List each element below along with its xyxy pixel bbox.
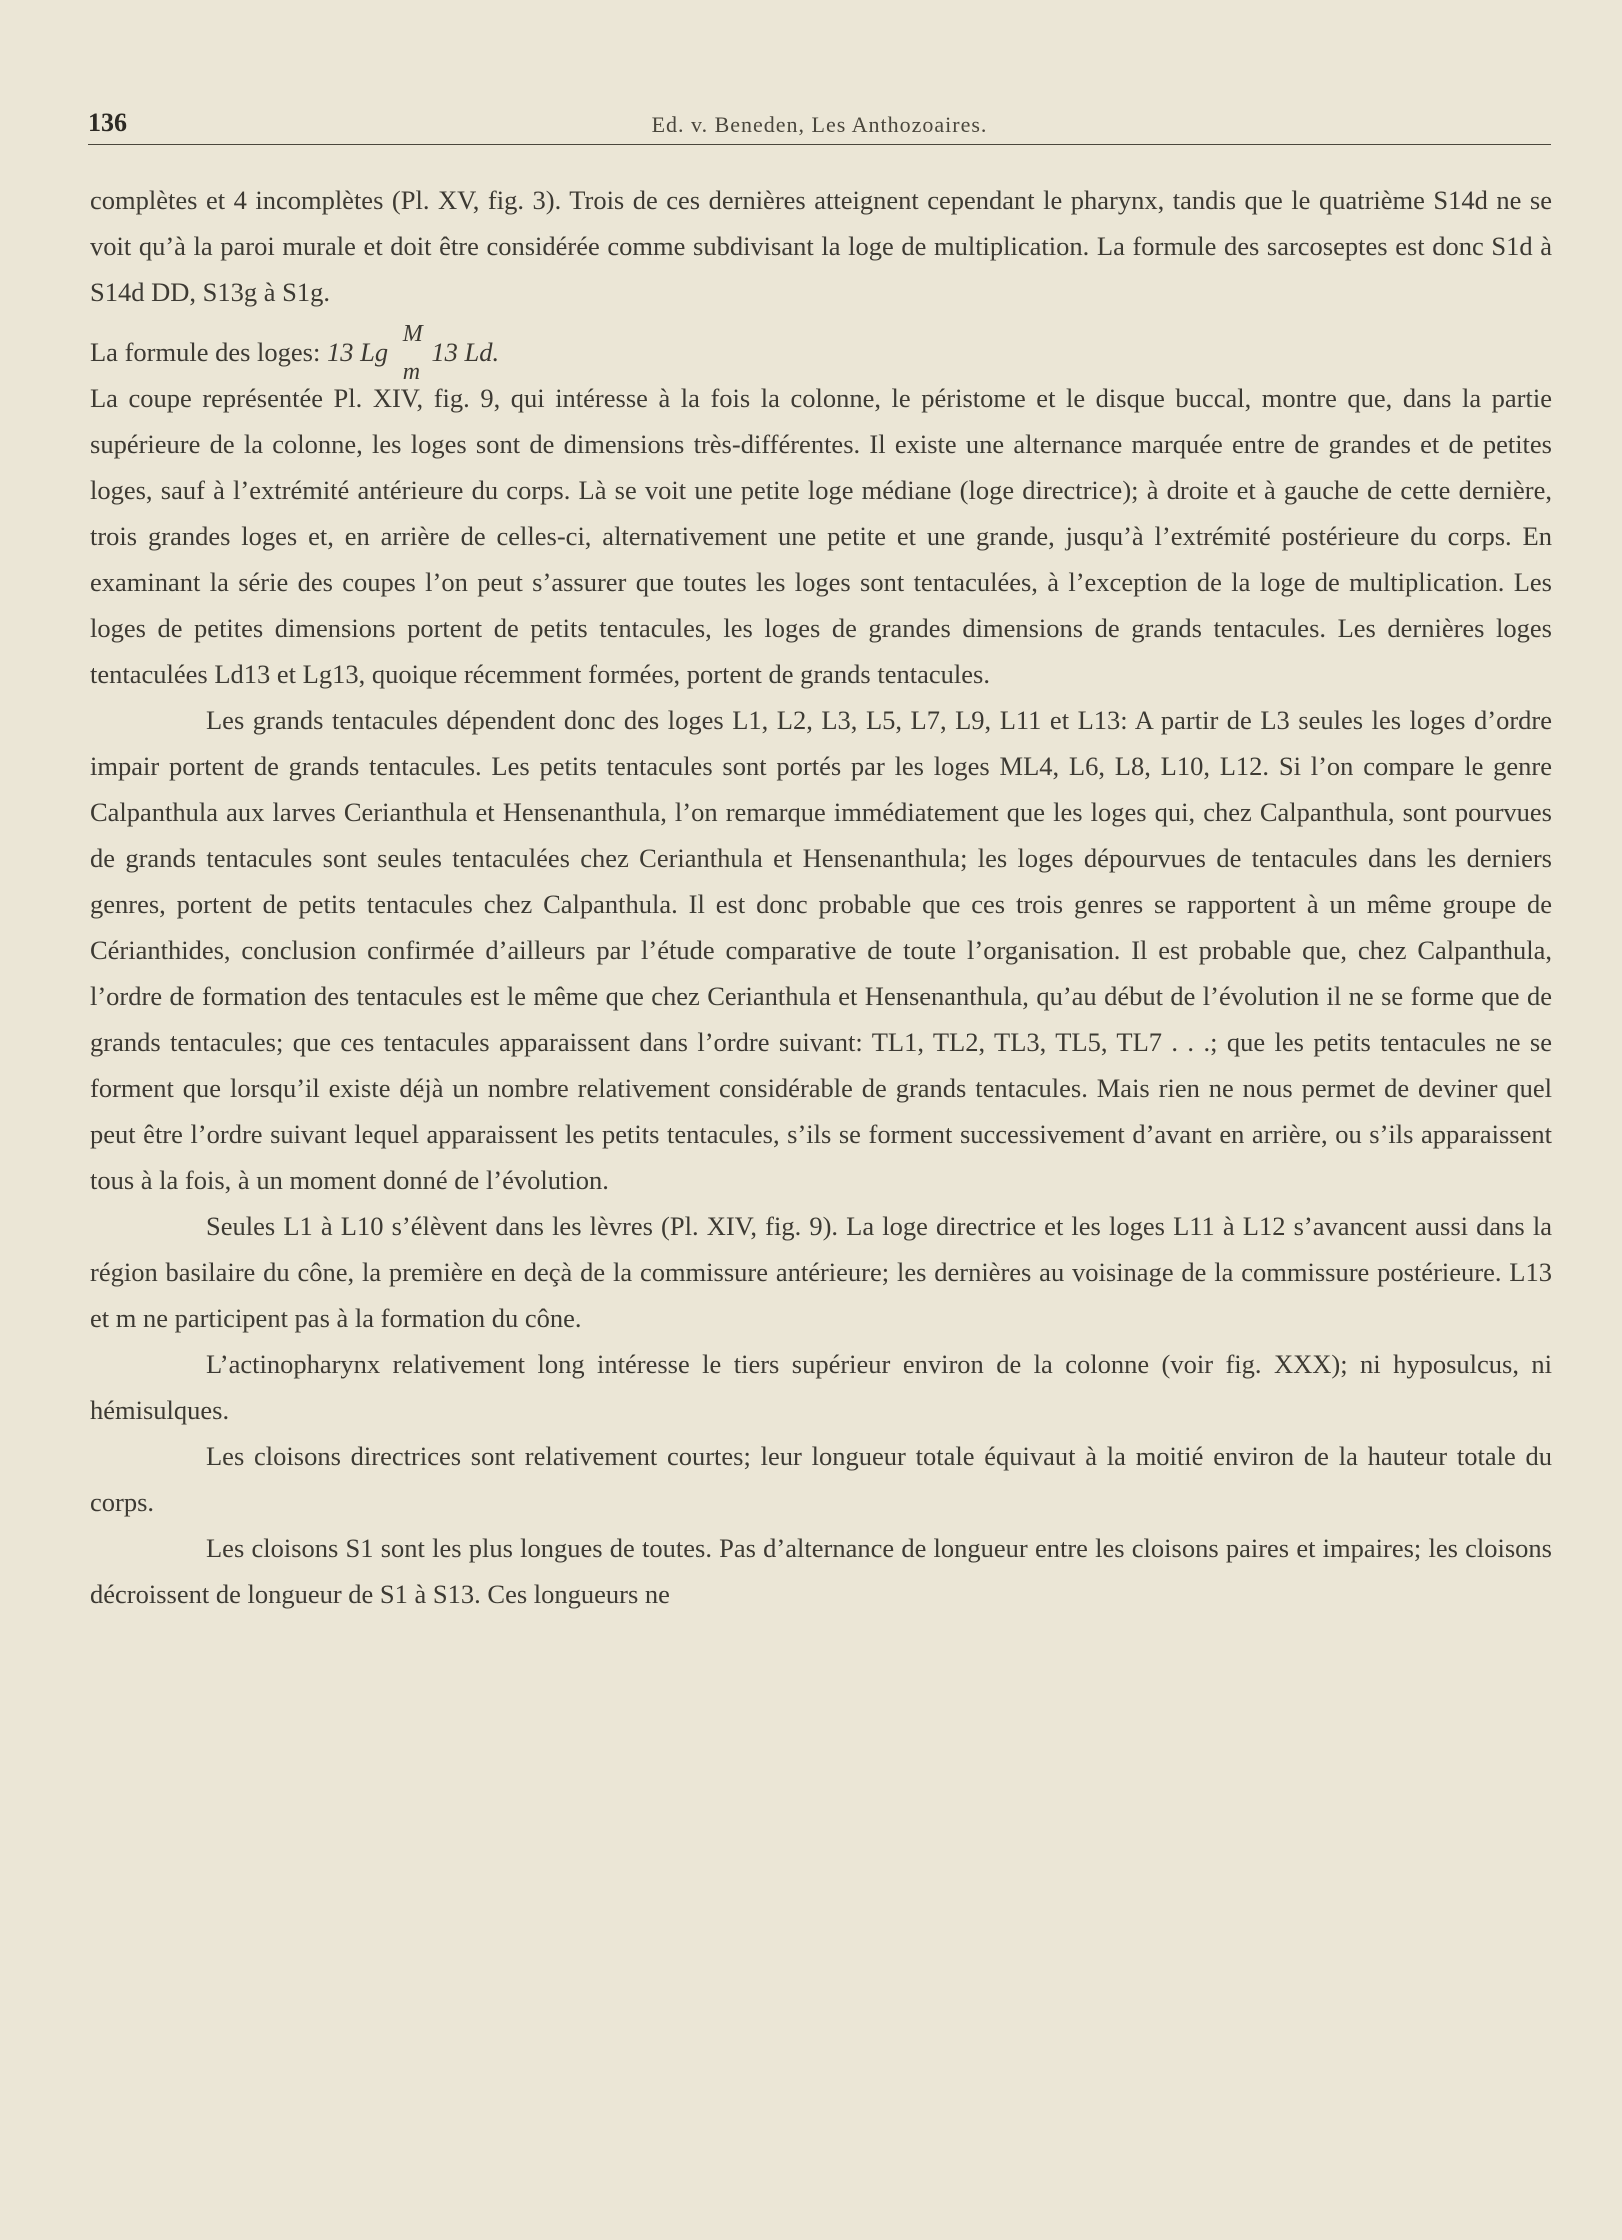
formula-line (90, 320, 1552, 385)
running-title: Ed. v. Beneden, Les Anthozoaires. (651, 112, 988, 137)
formula-left: 13 Lg (326, 337, 389, 367)
page-header (88, 108, 1551, 145)
formula-fraction (395, 320, 425, 385)
paragraph-5: L’actinopharynx relativement long intéresse le tiers supérieur environ de la colonne (voir fig. XXX); ni hyposulcus, ni hémisulques. (90, 1349, 1552, 1425)
page-number: 136 (88, 108, 127, 137)
body-text (90, 177, 1552, 1617)
paragraph-2: La coupe représentée Pl. XIV, fig. 9, qui intéresse à la fois la colonne, le péristome et le disque buccal, montre que, dans la partie supérieure de la colonne, les loges sont de dimensions très-différentes. Il existe une alternance marquée entre de grandes et de petites loges, sauf à l’extrémité antérieure du corps. Là se voit une petite loge médiane (loge directrice); à droite et à gauche de cette dernière, trois grandes loges et, en arrière de celles-ci, alternativement une petite et une grande, jusqu’à l’extrémité postérieure du corps. En examinant la série des coupes l’on peut s’assurer que toutes les loges sont tentaculées, à l’exception de la loge de multiplication. Les loges de petites dimensions portent de petits tentacules, les loges de grandes dimensions de grands tentacules. Les dernières loges tentaculées Ld13 et Lg13, quoique récemment formées, portent de grands tentacules. (90, 383, 1552, 689)
paragraph-7: Les cloisons S1 sont les plus longues de toutes. Pas d’alternance de longueur entre les cloisons paires et impaires; les cloisons décroissent de longueur de S1 à S13. Ces longueurs ne (90, 1533, 1552, 1609)
formula-right: 13 Ld. (431, 337, 500, 367)
formula-M: M (402, 320, 423, 347)
paragraph-6: Les cloisons directrices sont relativement courtes; leur longueur totale équivaut à la moitié environ de la hauteur totale du corps. (90, 1441, 1552, 1517)
formula-label: La formule des loges: (90, 337, 321, 367)
formula-m: m (402, 358, 421, 385)
paragraph-4: Seules L1 à L10 s’élèvent dans les lèvres (Pl. XIV, fig. 9). La loge directrice et les loges L11 à L12 s’avancent aussi dans la région basilaire du cône, la première en deçà de la commissure antérieure; les dernières au voisinage de la commissure postérieure. L13 et m ne participent pas à la formation du cône. (90, 1211, 1552, 1333)
paragraph-3: Les grands tentacules dépendent donc des loges L1, L2, L3, L5, L7, L9, L11 et L13: A partir de L3 seules les loges d’ordre impair portent de grands tentacules. Les petits tentacules sont portés par les loges ML4, L6, L8, L10, L12. Si l’on compare le genre Calpanthula aux larves Cerianthula et Hensenanthula, l’on remarque immédiatement que les loges qui, chez Calpanthula, sont pourvues de grands tentacules sont seules tentaculées chez Cerianthula et Hensenanthula; les loges dépourvues de tentacules dans les derniers genres, portent de petits tentacules chez Calpanthula. Il est donc probable que ces trois genres se rapportent à un même groupe de Cérianthides, conclusion confirmée d’ailleurs par l’étude comparative de toute l’organisation. Il est probable que, chez Calpanthula, l’ordre de formation des tentacules est le même que chez Cerianthula et Hensenanthula, qu’au début de l’évolution il ne se forme que de grands tentacules; que ces tentacules apparaissent dans l’ordre suivant: TL1, TL2, TL3, TL5, TL7 . . .; que les petits tentacules ne se forment que lorsqu’il existe déjà un nombre relativement considérable de grands tentacules. Mais rien ne nous permet de deviner quel peut être l’ordre suivant lequel apparaissent les petits tentacules, s’ils se forment successivement d’avant en arrière, ou s’ils apparaissent tous à la fois, à un moment donné de l’évolution. (90, 705, 1552, 1195)
paragraph-1: complètes et 4 incomplètes (Pl. XV, fig. 3). Trois de ces dernières atteignent cependant le pharynx, tandis que le quatrième S14d ne se voit qu’à la paroi murale et doit être considérée comme subdivisant la loge de multiplication. La formule des sarcoseptes est donc S1d à S14d DD, S13g à S1g. (90, 185, 1552, 307)
